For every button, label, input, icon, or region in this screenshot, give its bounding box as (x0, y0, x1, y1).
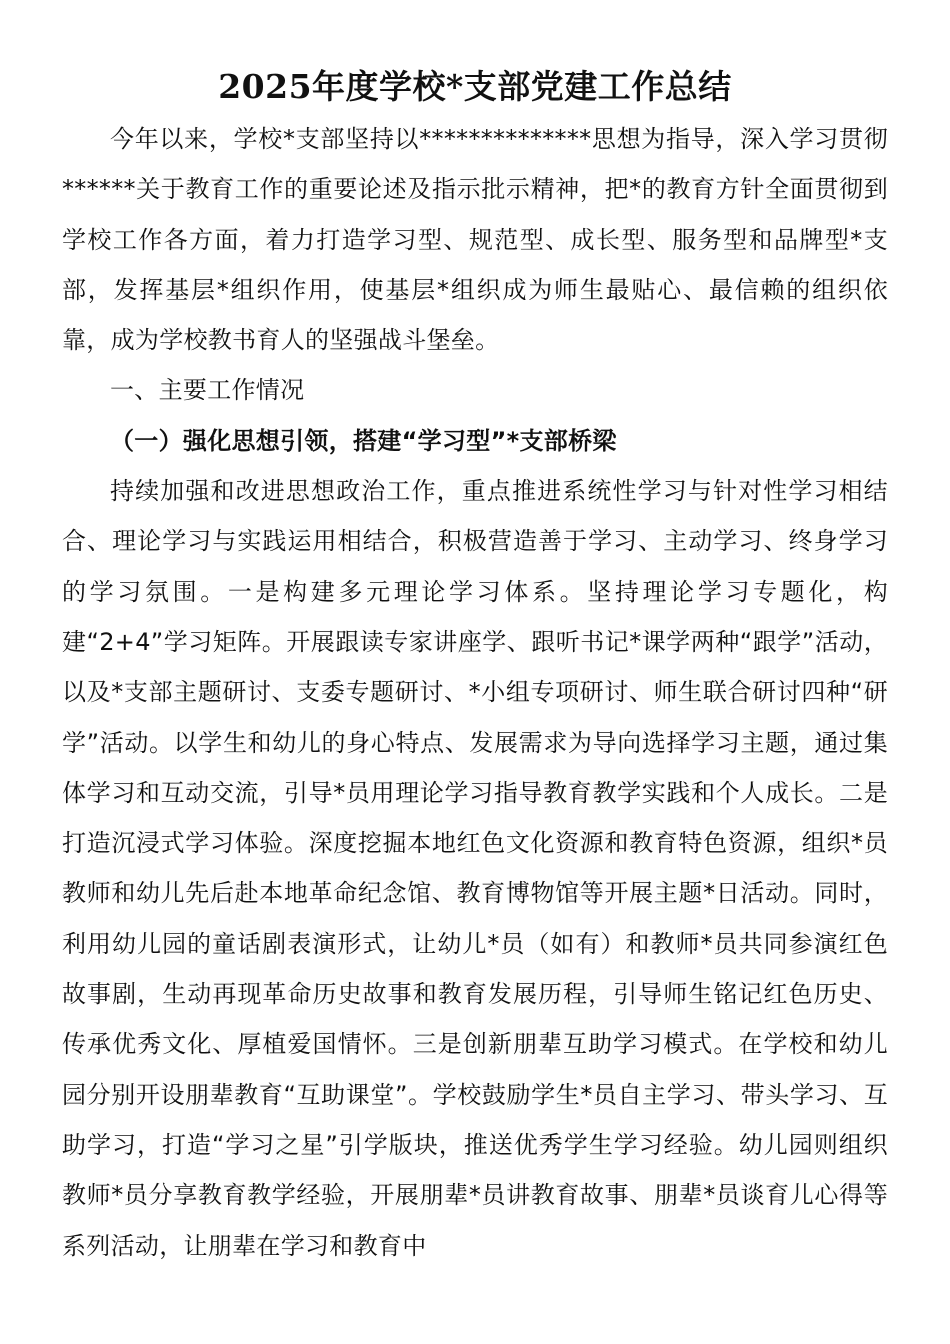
section-heading-main-work: 一、主要工作情况 (110, 376, 305, 405)
document-title: 2025年度学校*支部党建工作总结 (218, 67, 732, 106)
subsection-body-paragraph: 持续加强和改进思想政治工作，重点推进系统性学习与针对性学习相结合、理论学习与实践运用相结合，积极营造善于学习、主动学习、终身学习的学习氛围。一是构建多元理论学习体系。坚持理论学习专题化，构建“2+4”学习矩阵。开展跟读专家讲座学、跟听书记*课学两种“跟学”活动，以及*支部主题研讨、支委专题研讨、*小组专项研讨、师生联合研讨四种“研学”活动。以学生和幼儿的身心特点、发展需求为导向选择学习主题，通过集体学习和互动交流，引导*员用理论学习指导教育教学实践和个人成长。二是打造沉浸式学习体验。深度挖掘本地红色文化资源和教育特色资源，组织*员教师和幼儿先后赴本地革命纪念馆、教育博物馆等开展主题*日活动。同时，利用幼儿园的童话剧表演形式，让幼儿*员（如有）和教师*员共同参演红色故事剧，生动再现革命历史故事和教育发展历程，引导师生铭记红色历史、传承优秀文化、厚植爱国情怀。三是创新朋辈互助学习模式。在学校和幼儿园分别开设朋辈教育“互助课堂”。学校鼓励学生*员自主学习、带头学习、互助学习，打造“学习之星”引学版块，推送优秀学生学习经验。幼儿园则组织教师*员分享教育教学经验，开展朋辈*员讲教育故事、朋辈*员谈育儿心得等系列活动，让朋辈在学习和教育中 (62, 477, 888, 1260)
intro-paragraph: 今年以来，学校*支部坚持以**************思想为指导，深入学习贯彻******关于教育工作的重要论述及指示批示精神，把*的教育方针全面贯彻到学校工作各方面，着力打造学习型、规范型、成长型、服务型和品牌型*支部，发挥基层*组织作用，使基层*组织成为师生最贴心、最信赖的组织依靠，成为学校教书育人的坚强战斗堡垒。 (62, 125, 888, 355)
document-body (62, 114, 888, 1271)
subsection-heading-learning: （一）强化思想引领，搭建“学习型”*支部桥梁 (110, 426, 617, 455)
